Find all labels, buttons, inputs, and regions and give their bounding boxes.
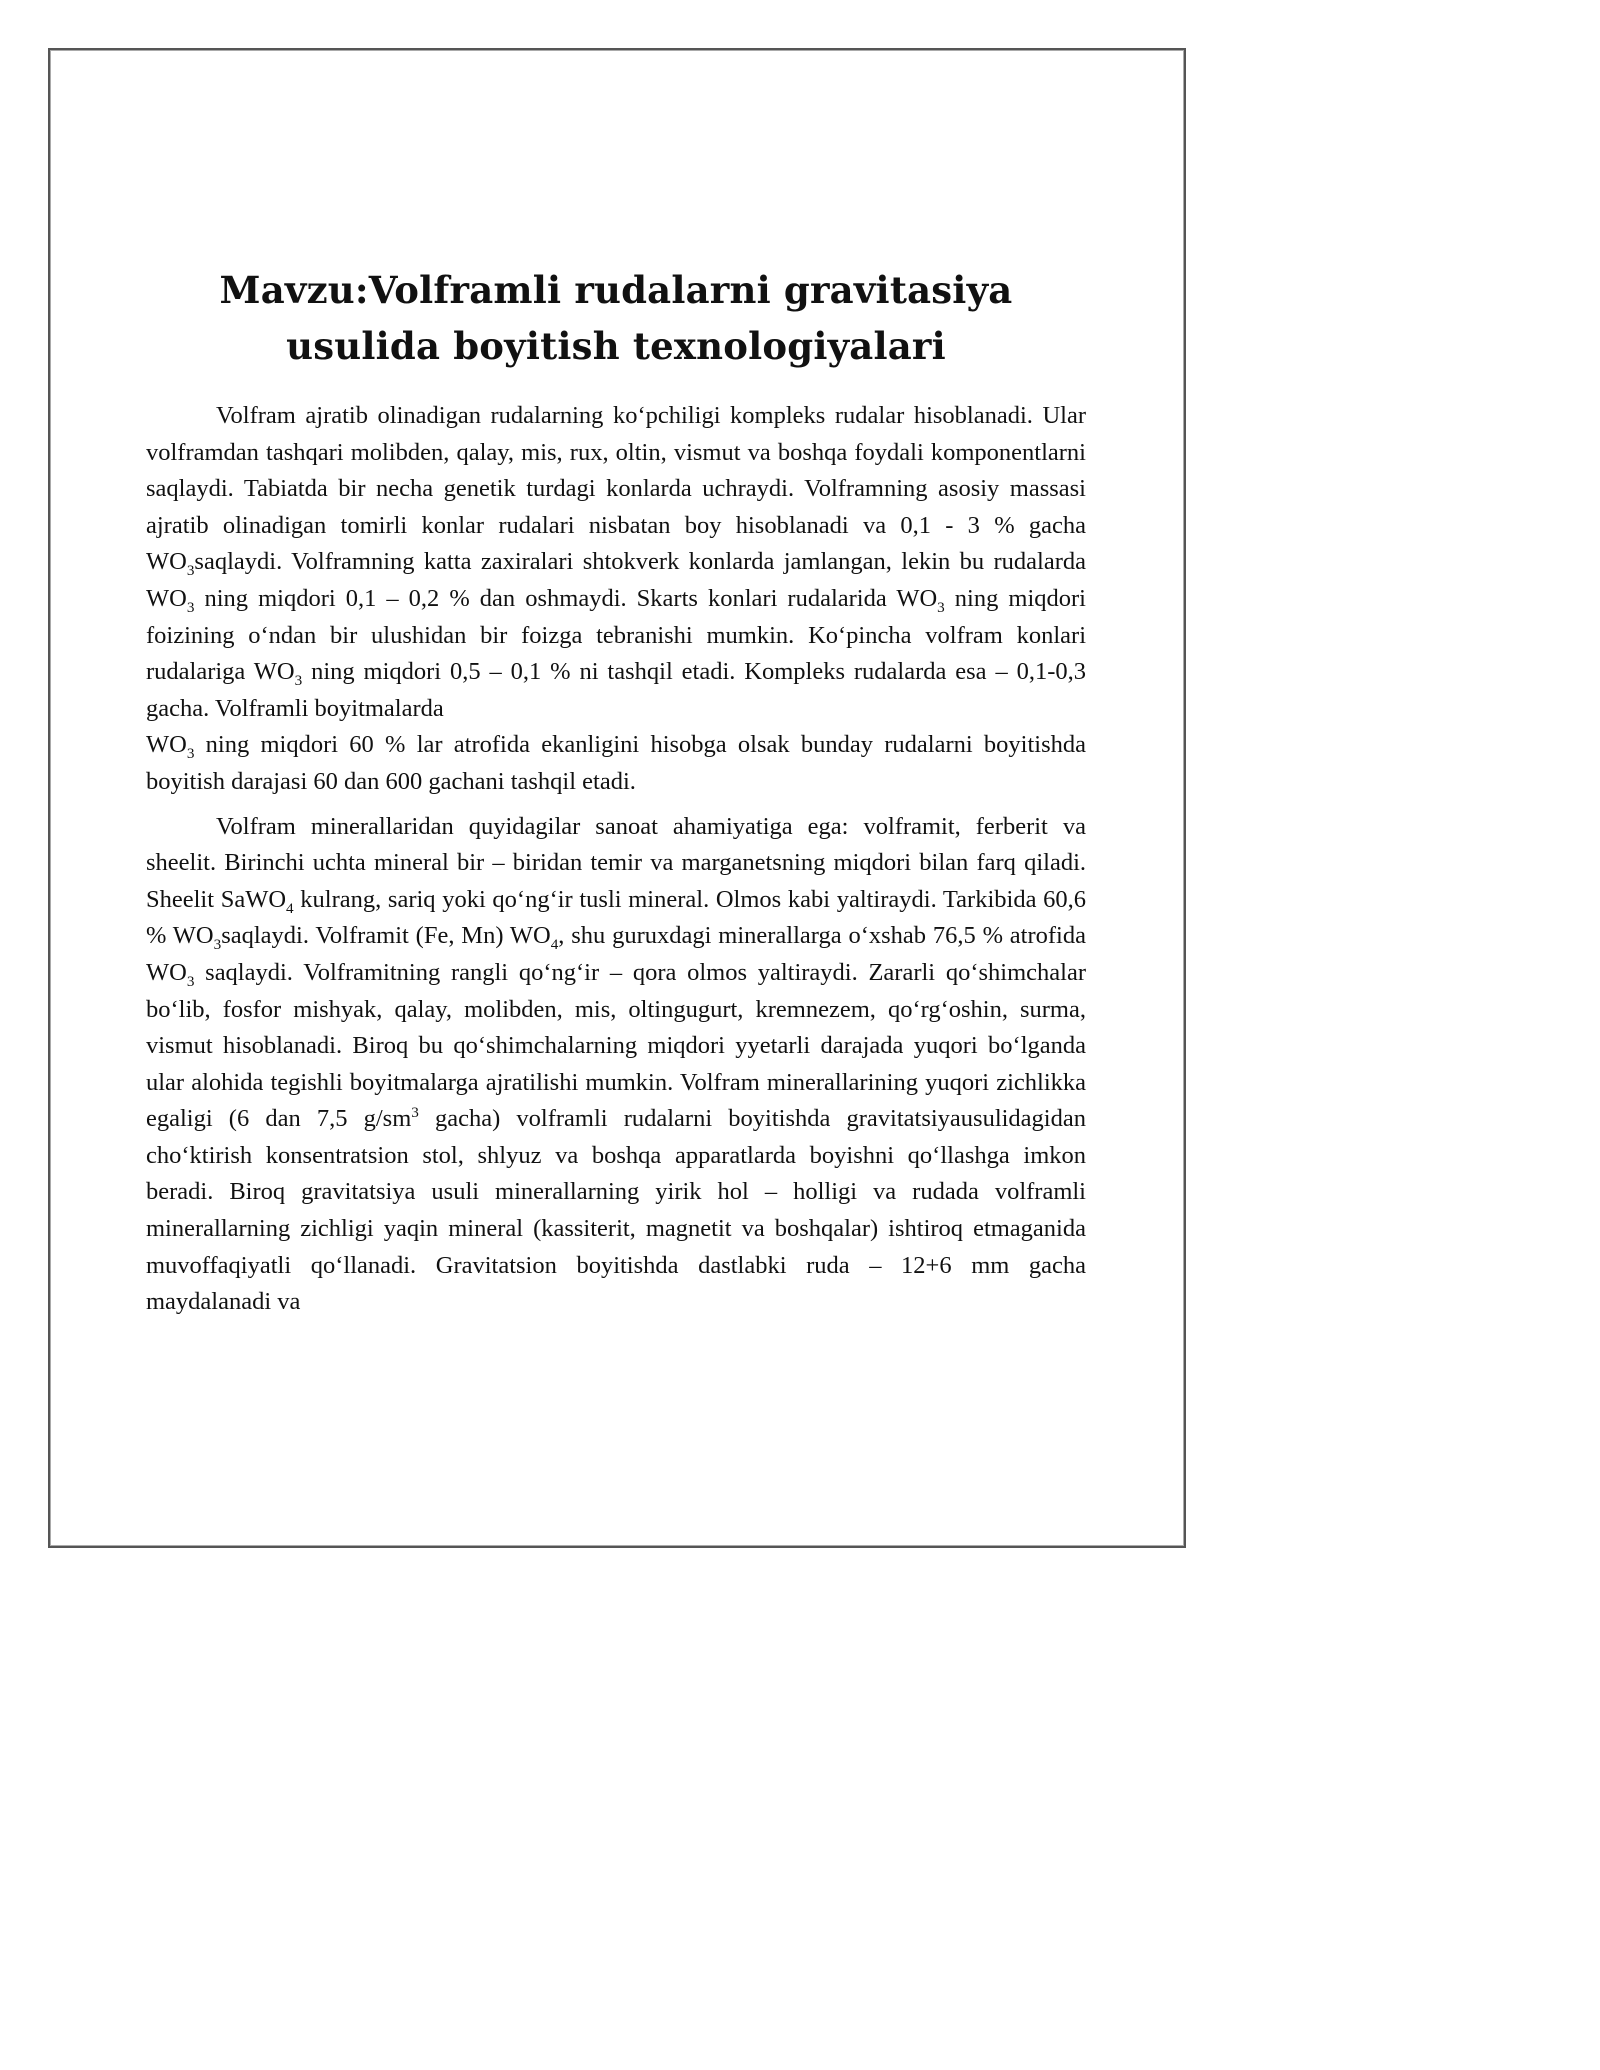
p3-text-1: Volfram minerallaridan quyidagilar sanoat ahamiyatiga ega: volframit, ferberit va sheelit. Birinchi uchta mineral bir – biridan temir va marganetsning miqdori bilan farq qiladi. Sheelit SaWO	[146, 812, 1086, 913]
document-title	[146, 262, 1086, 374]
p3-sub-1: 4	[286, 899, 294, 917]
p1-text-1: Volfram ajratib olinadigan rudalarning ko‘pchiligi kompleks rudalar hisoblanadi. Ular volframdan tashqari molibden, qalay, mis, rux, oltin, vismut va boshqa foydali komponentlarni saqlaydi. Tabiatda bir necha genetik turdagi konlarda uchraydi. Volframning asosiy massasi ajratib olinadigan tomirli konlar rudalari nisbatan boy hisoblanadi va 0,1 - 3 % gacha WO	[146, 402, 1086, 576]
title-line-1: Mavzu:Volframli rudalarni gravitasiya	[219, 268, 1013, 312]
title-line-2: usulida boyitish texnologiyalari	[286, 324, 946, 368]
p3-sub-2: 3	[213, 936, 222, 954]
p1-text-3: ning miqdori 0,1 – 0,2 % dan oshmaydi. Skarts konlari rudalarida WO	[194, 584, 938, 612]
p3-text-5: saqlaydi. Volframitning rangli qo‘ng‘ir – qora olmos yaltiraydi. Zararli qo‘shimchalar bo‘lib, fosfor mishyak, qalay, molibden, mis, oltingugurt, kremnezem, qo‘rg‘oshin, surma, vismut hisoblanadi. Biroq bu qo‘shimchalarning miqdori yyetarli darajada yuqori bo‘lganda ular alohida tegishli boyitmalarga ajratilishi mumkin. Volfram minerallarining yuqori zichlikka egaligi (6 dan 7,5 g/sm	[146, 958, 1086, 1133]
paragraph-3	[146, 809, 1086, 1321]
p3-sup-1: 3	[411, 1104, 419, 1122]
p2-text-1: WO	[146, 731, 187, 759]
p1-sub-1: 3	[186, 562, 195, 580]
p1-text-2: saqlaydi. Volframning katta zaxiralari shtokverk konlarda jamlangan, lekin bu rudalarda WO	[146, 548, 1086, 612]
p3-text-4: , shu guruxdagi minerallarga o‘xshab 76,5 % atrofida WO	[146, 922, 1086, 986]
p3-text-2: kulrang, sariq yoki qo‘ng‘ir tusli mineral. Olmos kabi yaltiraydi. Tarkibida 60,6 % WO	[146, 885, 1086, 950]
paragraph-1	[146, 398, 1086, 727]
p1-sub-3: 3	[937, 598, 945, 616]
p3-text-3: saqlaydi. Volframit (Fe, Mn) WO	[221, 922, 551, 950]
p2-sub-1: 3	[186, 745, 195, 763]
p3-text-6: gacha) volframli rudalarni boyitishda gravitatsiyausulidagidan cho‘ktirish konsentratsion stol, shlyuz va boshqa apparatlarda boyishni qo‘llashga imkon beradi. Biroq gravitatsiya usuli minerallarning yirik hol – holligi va rudada volframli minerallarning zichligi yaqin mineral (kassiterit, magnetit va boshqalar) ishtiroq etmaganida muvoffaqiyatli qo‘llanadi. Gravitatsion boyitishda dastlabki ruda – 12+6 mm gacha maydalanadi va	[146, 1105, 1086, 1316]
p3-sub-4: 3	[186, 972, 195, 990]
paragraph-2	[146, 727, 1086, 800]
p3-sub-3: 4	[550, 936, 559, 954]
p1-sub-2: 3	[186, 598, 195, 616]
p1-text-5: ning miqdori 0,5 – 0,1 % ni tashqil etadi. Kompleks rudalarda esa – 0,1-0,3 gacha. Volframli boyitmalarda	[146, 658, 1086, 722]
p1-sub-4: 3	[294, 672, 303, 690]
p2-text-2: ning miqdori 60 % lar atrofida ekanligini hisobga olsak bunday rudalarni boyitishda boyitish darajasi 60 dan 600 gachani tashqil etadi.	[146, 731, 1086, 795]
p1-text-4: ning miqdori foizining o‘ndan bir ulushidan bir foizga tebranishi mumkin. Ko‘pincha volfram konlari rudalariga WO	[146, 584, 1086, 686]
document-body	[146, 262, 1086, 1321]
